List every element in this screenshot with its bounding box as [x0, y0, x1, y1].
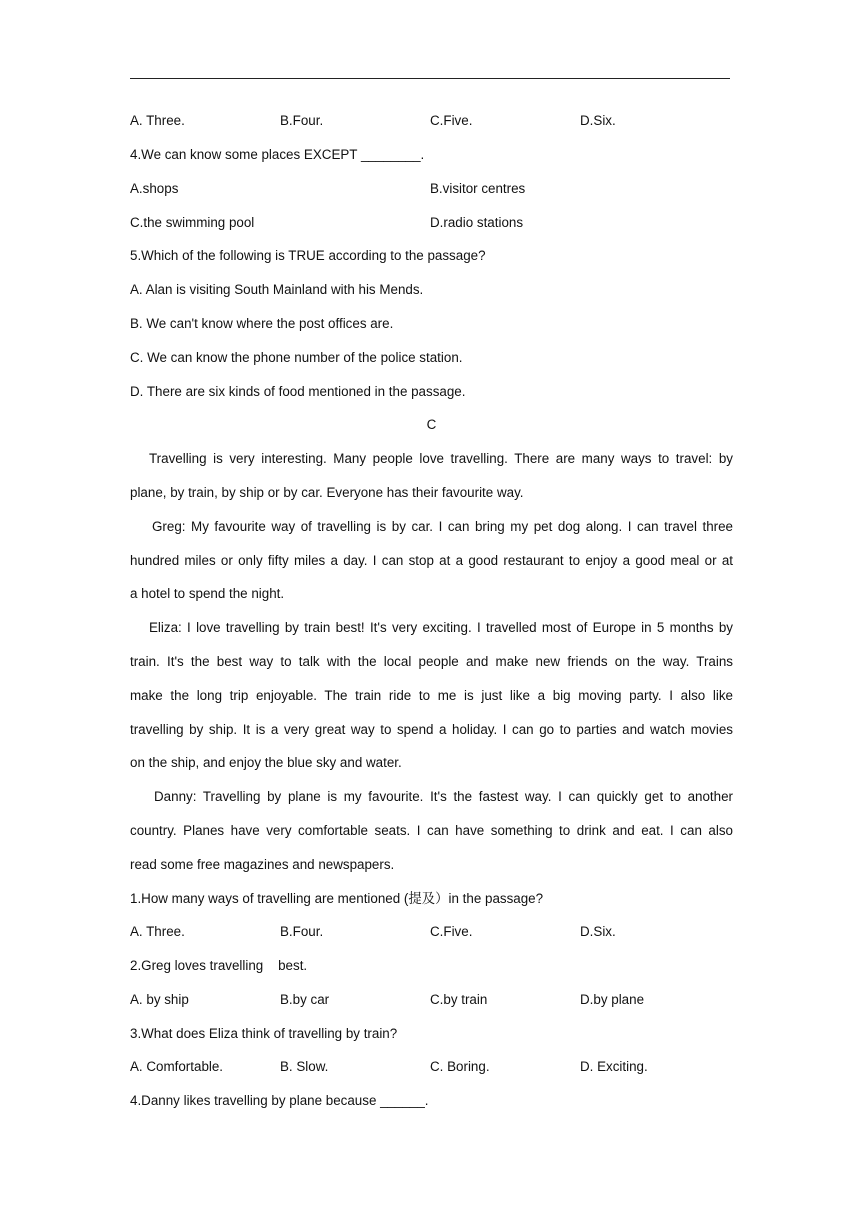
question-text: 1.How many ways of travelling are mentioned (提及）in the passage?: [130, 891, 544, 906]
passage-line: make the long trip enjoyable. The train ride to me is just like a big moving party. I also like: [130, 688, 733, 703]
passage-line: plane, by train, by ship or by car. Everyone has their favourite way.: [130, 485, 524, 500]
option-b: B.Four.: [280, 924, 324, 939]
option-d: D. Exciting.: [580, 1059, 648, 1074]
question-text: 4.We can know some places EXCEPT ________.: [130, 147, 425, 162]
header-rule: [130, 78, 730, 79]
passage-line: travelling by ship. It is a very great way to spend a holiday. I can go to parties and watch movies: [130, 722, 733, 737]
option-d: D.Six.: [580, 113, 616, 128]
passage-line: Eliza: I love travelling by train best! It's very exciting. I travelled most of Europe in 5 months by: [149, 620, 733, 635]
passage-line: train. It's the best way to talk with the local people and make new friends on the way. Trains: [130, 654, 733, 669]
option-a: A. by ship: [130, 992, 189, 1007]
passage-line: Travelling is very interesting. Many people love travelling. There are many ways to travel: by: [149, 451, 733, 466]
passage-line: a hotel to spend the night.: [130, 586, 285, 601]
option-a: A. Comfortable.: [130, 1059, 224, 1074]
option-line: C. We can know the phone number of the police station.: [130, 350, 463, 365]
option-b: B.by car: [280, 992, 330, 1007]
passage-line: country. Planes have very comfortable seats. I can have something to drink and eat. I can also: [130, 823, 733, 838]
passage-line: Greg: My favourite way of travelling is by car. I can bring my pet dog along. I can travel three: [152, 519, 733, 534]
option-c: C.Five.: [430, 113, 473, 128]
option-a: A. Three.: [130, 113, 185, 128]
passage-line: read some free magazines and newspapers.: [130, 857, 395, 872]
question-text: 2.Greg loves travelling best.: [130, 958, 308, 973]
option-c: C. Boring.: [430, 1059, 490, 1074]
option-line: A. Alan is visiting South Mainland with his Mends.: [130, 282, 424, 297]
question-text: 3.What does Eliza think of travelling by train?: [130, 1026, 398, 1041]
option-b: B.visitor centres: [430, 181, 526, 196]
option-c: C.Five.: [430, 924, 473, 939]
question-text: 5.Which of the following is TRUE according to the passage?: [130, 248, 486, 263]
option-b: B.Four.: [280, 113, 324, 128]
option-line: D. There are six kinds of food mentioned in the passage.: [130, 384, 466, 399]
option-d: D.radio stations: [430, 215, 524, 230]
passage-line: on the ship, and enjoy the blue sky and water.: [130, 755, 402, 770]
question-text: 4.Danny likes travelling by plane because ______.: [130, 1093, 429, 1108]
option-a: A. Three.: [130, 924, 185, 939]
passage-line: hundred miles or only fifty miles a day. I can stop at a good restaurant to enjoy a good meal or at: [130, 553, 733, 568]
option-d: D.Six.: [580, 924, 616, 939]
option-d: D.by plane: [580, 992, 645, 1007]
option-line: B. We can't know where the post offices are.: [130, 316, 394, 331]
option-a: A.shops: [130, 181, 179, 196]
option-b: B. Slow.: [280, 1059, 329, 1074]
option-c: C.the swimming pool: [130, 215, 255, 230]
option-c: C.by train: [430, 992, 488, 1007]
section-label: C: [426, 417, 437, 432]
passage-line: Danny: Travelling by plane is my favourite. It's the fastest way. I can quickly get to another: [154, 789, 733, 804]
